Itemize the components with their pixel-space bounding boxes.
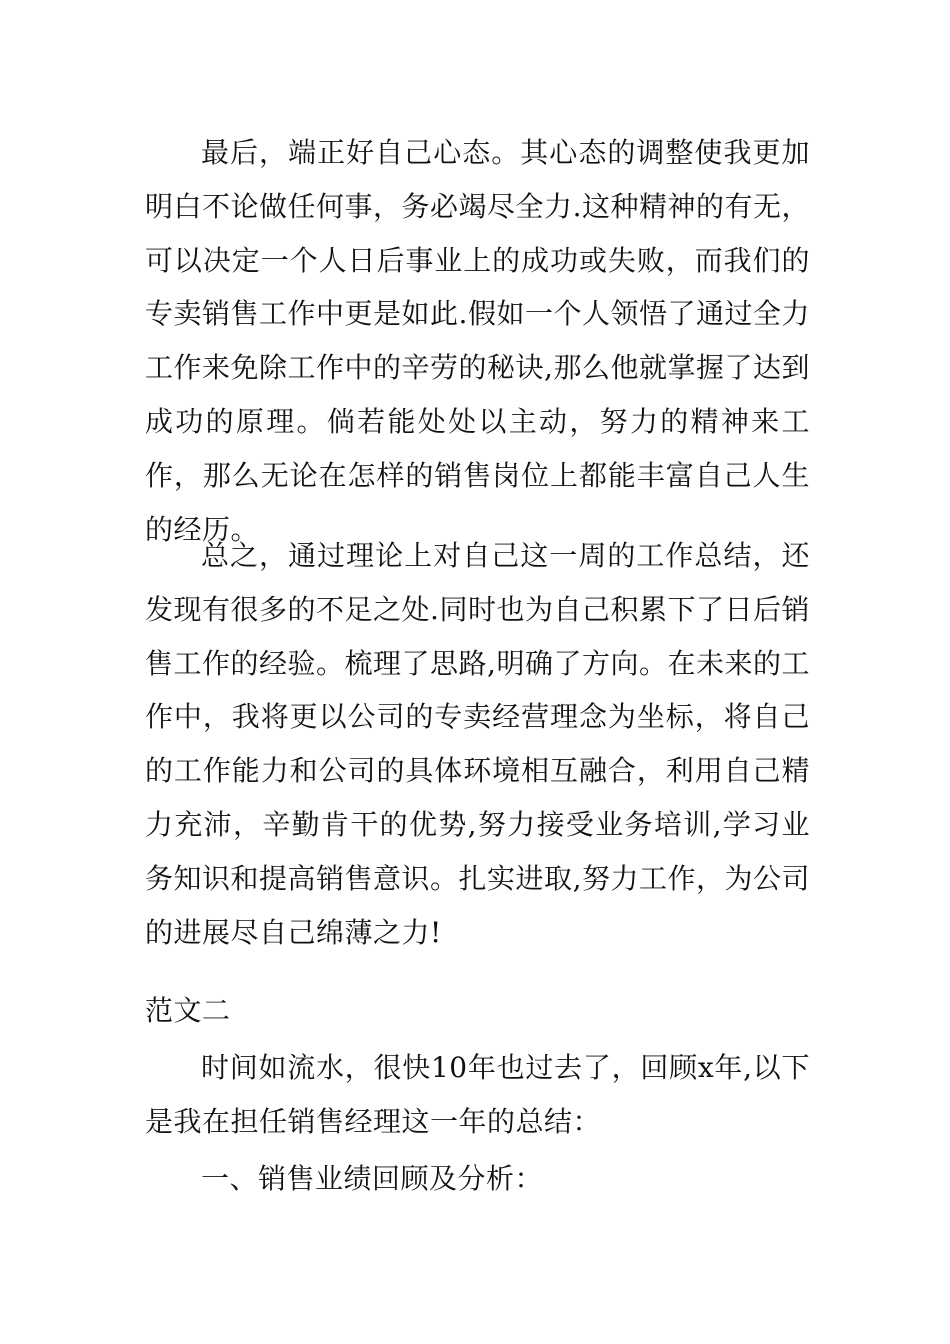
subsection-heading: 一、销售业绩回顾及分析： (201, 1162, 544, 1195)
paragraph-summary: 总之，通过理论上对自己这一周的工作总结，还发现有很多的不足之处.同时也为自己积累下了日后销售工作的经验。梳理了思路,明确了方向。在未来的工作中，我将更以公司的专卖经营理念为坐标，将自己的工作能力和公司的具体环境相互融合，利用自己精力充沛，辛勤肯干的优势,努力接受业务培训,学习业务知识和提高销售意识。扎实进取,努力工作，为公司的进展尽自己绵薄之力! (145, 539, 810, 949)
paragraph-attitude: 最后，端正好自己心态。其心态的调整使我更加明白不论做任何事，务必竭尽全力.这种精神的有无，可以决定一个人日后事业上的成功或失败，而我们的专卖销售工作中更是如此.假如一个人领悟了通过全力工作来免除工作中的辛劳的秘诀,那么他就掌握了达到成功的原理。倘若能处处以主动，努力的精神来工作，那么无论在怎样的销售岗位上都能丰富自己人生的经历。 (145, 136, 810, 546)
section-heading: 范文二 (145, 994, 231, 1027)
paragraph-intro: 时间如流水，很快10年也过去了，回顾x年,以下是我在担任销售经理这一年的总结： (145, 1051, 810, 1138)
